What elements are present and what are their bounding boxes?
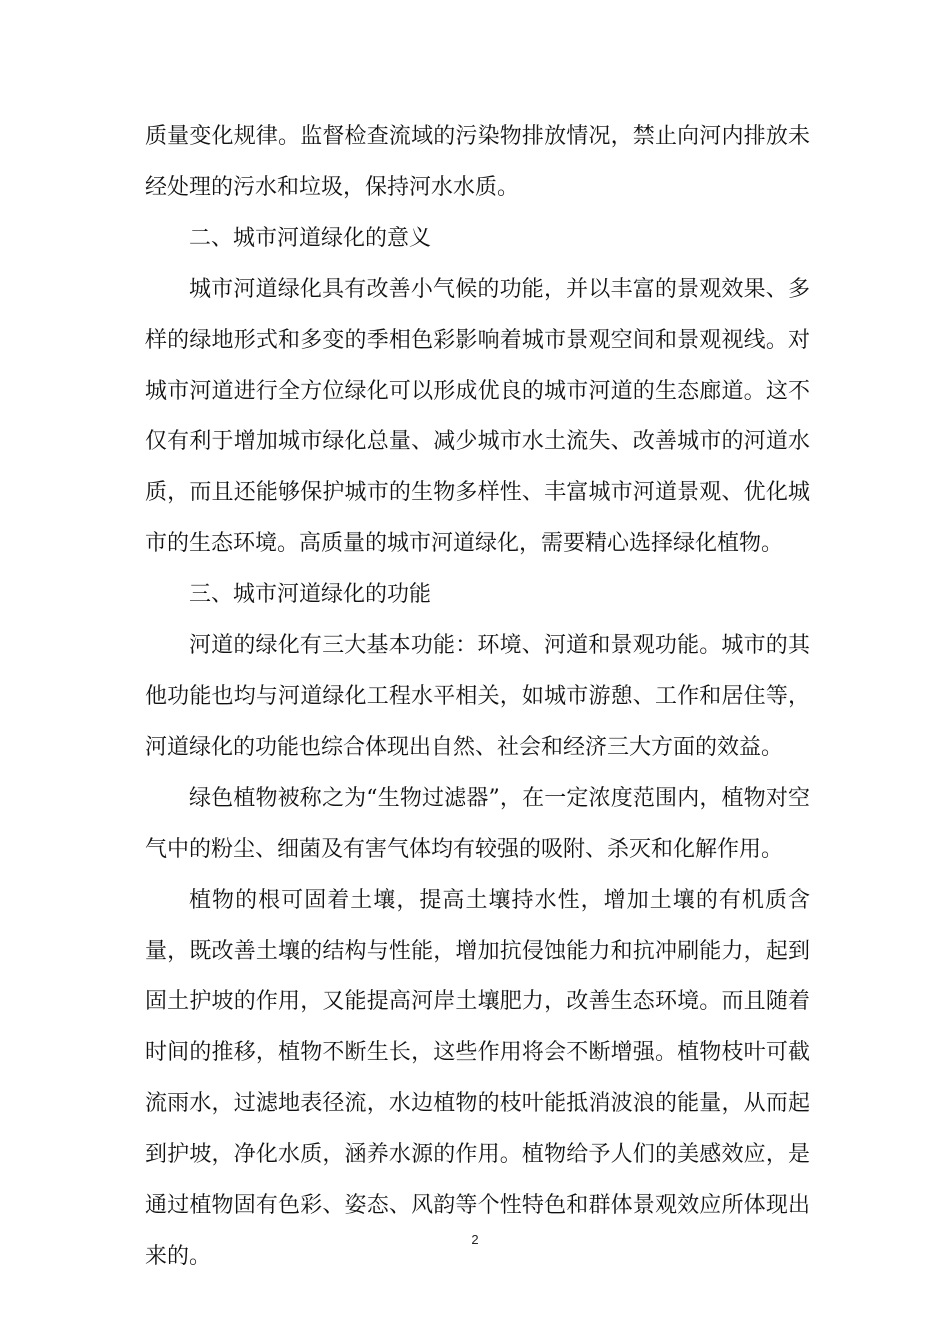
section-heading-functions: 三、城市河道绿化的功能 — [189, 582, 432, 608]
paragraph-significance: 城市河道绿化具有改善小气候的功能，并以丰富的景观效果、多样的绿地形式和多变的季相色彩影响着城市景观空间和景观视线。对城市河道进行全方位绿化可以形成优良的城市河道的生态廊道。这不仅有利于增加城市绿化总量、减少城市水土流失、改善城市的河道水质，而且还能够保护城市的生物多样性、丰富城市河道景观、优化城市的生态环境。高质量的城市河道绿化，需要精心选择绿化植物。 — [145, 276, 810, 557]
section-heading-significance: 二、城市河道绿化的意义 — [189, 225, 432, 251]
body-text — [145, 112, 810, 1283]
paragraph-biofilter: 绿色植物被称之为“生物过滤器”，在一定浓度范围内，植物对空气中的粉尘、细菌及有害气体均有较强的吸附、杀灭和化解作用。 — [145, 785, 810, 862]
paragraph-continuation: 质量变化规律。监督检查流域的污染物排放情况，禁止向河内排放未经处理的污水和垃圾，保持河水水质。 — [145, 124, 810, 200]
paragraph-soil-roots: 植物的根可固着土壤，提高土壤持水性，增加土壤的有机质含量，既改善土壤的结构与性能，增加抗侵蚀能力和抗冲刷能力，起到固土护坡的作用，又能提高河岸土壤肥力，改善生态环境。而且随着时间的推移，植物不断生长，这些作用将会不断增强。植物枝叶可截流雨水，过滤地表径流，水边植物的枝叶能抵消波浪的能量，从而起到护坡，净化水质，涵养水源的作用。植物给予人们的美感效应，是通过植物固有色彩、姿态、风韵等个性特色和群体景观效应所体现出来的。 — [145, 887, 810, 1269]
page-number: 2 — [471, 1232, 479, 1247]
paragraph-basic-functions: 河道的绿化有三大基本功能：环境、河道和景观功能。城市的其他功能也均与河道绿化工程水平相关，如城市游憩、工作和居住等，河道绿化的功能也综合体现出自然、社会和经济三大方面的效益。 — [145, 633, 810, 760]
